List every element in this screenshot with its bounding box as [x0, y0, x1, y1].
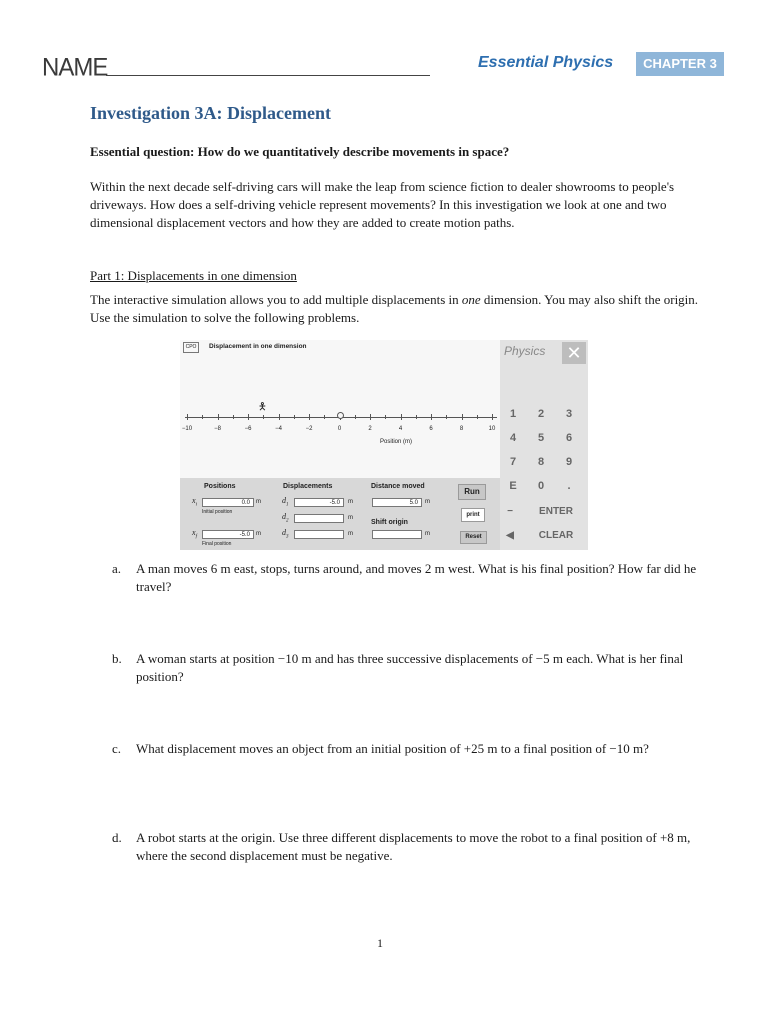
d3-subscript: 3: [286, 534, 289, 540]
keypad-key[interactable]: 5: [530, 428, 552, 448]
axis-minor-tick: [294, 415, 295, 419]
final-position-caption: Final position: [202, 541, 232, 547]
keypad-key[interactable]: .: [558, 476, 580, 496]
axis-minor-tick: [187, 414, 188, 420]
question-b-text: A woman starts at position −10 m and has three successive displacements of −5 m each. What is her final position?: [136, 651, 684, 684]
backspace-icon[interactable]: ◀: [506, 530, 514, 541]
axis-minor-tick: [355, 415, 356, 419]
keypad-key[interactable]: 4: [502, 428, 524, 448]
simulation-controls: [180, 478, 500, 550]
intro-paragraph: Within the next decade self-driving cars will make the leap from science fiction to dealer showrooms to people's driveways. How does a self-driving vehicle represent movements? In this investigation we look at one and two dimensional displacement vectors and how they are added to create motion paths.: [90, 179, 675, 230]
xf-letter: x: [192, 528, 196, 537]
keypad: [500, 340, 588, 550]
axis-tick-label: 10: [488, 426, 496, 432]
part1-heading: Part 1: Displacements in one dimension: [90, 268, 297, 283]
question-d-text: A robot starts at the origin. Use three different displacements to move the robot to a final position of +8 m, where the second displacement must be negative.: [136, 830, 691, 863]
keypad-key[interactable]: 9: [558, 452, 580, 472]
enter-key[interactable]: ENTER: [539, 506, 573, 517]
axis-tick-label: −6: [244, 426, 252, 432]
initial-position-field[interactable]: 0.0: [202, 498, 254, 507]
question-c-letter: c.: [112, 741, 122, 756]
simulation-intro: [90, 291, 720, 327]
axis-minor-tick: [431, 414, 432, 420]
axis-tick-label: −8: [214, 426, 221, 432]
keypad-key[interactable]: 0: [530, 476, 552, 496]
d1-label: [282, 496, 289, 508]
displacements-header: Displacements: [283, 483, 333, 490]
name-label: NAME: [42, 53, 108, 82]
d1-letter: d: [282, 496, 286, 505]
d3-letter: d: [282, 528, 286, 537]
person-marker-icon: 🯅: [258, 402, 267, 413]
keypad-key[interactable]: E: [502, 476, 524, 496]
question-b-letter: b.: [112, 651, 122, 666]
d2-unit: m: [348, 515, 353, 521]
sim-title: Displacement in one dimension: [209, 343, 307, 350]
d1-unit: m: [348, 499, 353, 505]
d3-label: [282, 528, 289, 540]
clear-key[interactable]: CLEAR: [538, 530, 574, 541]
displacement-3-field[interactable]: [294, 530, 344, 539]
axis-tick-label: −10: [181, 426, 193, 432]
xf-subscript: f: [195, 534, 197, 540]
d2-subscript: 2: [286, 518, 289, 524]
xi-subscript: i: [195, 502, 197, 508]
sim-intro-emphasis: one: [461, 292, 481, 307]
d2-label: [282, 512, 289, 524]
axis-minor-tick: [477, 415, 478, 419]
axis-minor-tick: [416, 415, 417, 419]
xf-unit: m: [256, 531, 261, 537]
axis-minor-tick: [462, 414, 463, 420]
sim-intro-text-2: dimension. You may also shift the origin. Use the simulation to solve the following problems.: [90, 292, 699, 325]
question-c-text: What displacement moves an object from an initial position of +25 m to a final position of −10 m?: [136, 741, 649, 756]
d3-unit: m: [348, 531, 353, 537]
axis-tick-label: 8: [459, 426, 464, 432]
positions-header: Positions: [204, 483, 236, 490]
sim-logo: CPO: [183, 342, 199, 353]
brand-title: Essential Physics: [478, 54, 614, 71]
keypad-key[interactable]: 3: [558, 404, 580, 424]
axis-minor-tick: [324, 415, 325, 419]
keypad-key[interactable]: 8: [530, 452, 552, 472]
axis-minor-tick: [202, 415, 203, 419]
displacement-2-field[interactable]: [294, 514, 344, 523]
page-title: Investigation 3A: Displacement: [90, 103, 331, 123]
final-position-field[interactable]: -5.0: [202, 530, 254, 539]
keypad-key[interactable]: 6: [558, 428, 580, 448]
print-button[interactable]: print: [461, 508, 485, 522]
page-number: 1: [377, 936, 383, 950]
axis-tick-label: 0: [337, 426, 342, 432]
close-icon[interactable]: ✕: [562, 342, 586, 364]
keypad-key[interactable]: 2: [530, 404, 552, 424]
axis-minor-tick: [263, 415, 264, 419]
run-button[interactable]: Run: [458, 484, 486, 500]
distance-header: Distance moved: [371, 483, 425, 490]
axis-minor-tick: [248, 414, 249, 420]
simulation-number-line-area: [180, 340, 500, 478]
axis-minor-tick: [279, 414, 280, 420]
xf-label: [192, 528, 197, 540]
essential-question: Essential question: How do we quantitatively describe movements in space?: [90, 144, 510, 159]
xi-label: [192, 496, 197, 508]
simulation-panel: [180, 340, 588, 550]
axis-minor-tick: [309, 414, 310, 420]
axis-tick-label: −2: [305, 426, 313, 432]
xi-letter: x: [192, 496, 196, 505]
question-a-letter: a.: [112, 561, 122, 576]
distance-moved-field[interactable]: 5.0: [372, 498, 422, 507]
keypad-key[interactable]: 1: [502, 404, 524, 424]
shift-origin-field[interactable]: [372, 530, 422, 539]
axis-minor-tick: [385, 415, 386, 419]
brand-mini-logo: Physics: [504, 344, 546, 358]
question-d-letter: d.: [112, 830, 122, 845]
d1-subscript: 1: [286, 502, 289, 508]
shift-origin-label: Shift origin: [371, 519, 408, 526]
sim-intro-text-1: The interactive simulation allows you to add multiple displacements in: [90, 292, 462, 307]
initial-position-caption: Initial position: [202, 509, 233, 515]
reset-button[interactable]: Reset: [460, 531, 487, 544]
axis-minor-tick: [233, 415, 234, 419]
axis-minor-tick: [401, 414, 402, 420]
minus-key[interactable]: −: [507, 506, 513, 517]
question-a-text: A man moves 6 m east, stops, turns around, and moves 2 m west. What is his final position? How far did he travel?: [136, 561, 697, 594]
axis-minor-tick: [446, 415, 447, 419]
distance-unit: m: [425, 499, 430, 505]
axis-tick-label: 6: [429, 426, 433, 432]
keypad-key[interactable]: 7: [502, 452, 524, 472]
axis-minor-tick: [218, 414, 219, 420]
chapter-badge: CHAPTER 3: [636, 52, 724, 76]
xi-unit: m: [256, 499, 261, 505]
axis-tick-label: 4: [398, 426, 403, 432]
axis-label: Position (m): [380, 439, 413, 445]
origin-marker-icon: [337, 412, 344, 419]
shift-origin-unit: m: [425, 531, 430, 537]
axis-minor-tick: [370, 414, 371, 420]
name-blank-line: [106, 75, 430, 76]
axis-tick-label: −4: [275, 426, 282, 432]
axis-tick-label: 2: [368, 426, 372, 432]
d2-letter: d: [282, 512, 286, 521]
displacement-1-field[interactable]: -5.0: [294, 498, 344, 507]
axis-minor-tick: [492, 414, 493, 420]
